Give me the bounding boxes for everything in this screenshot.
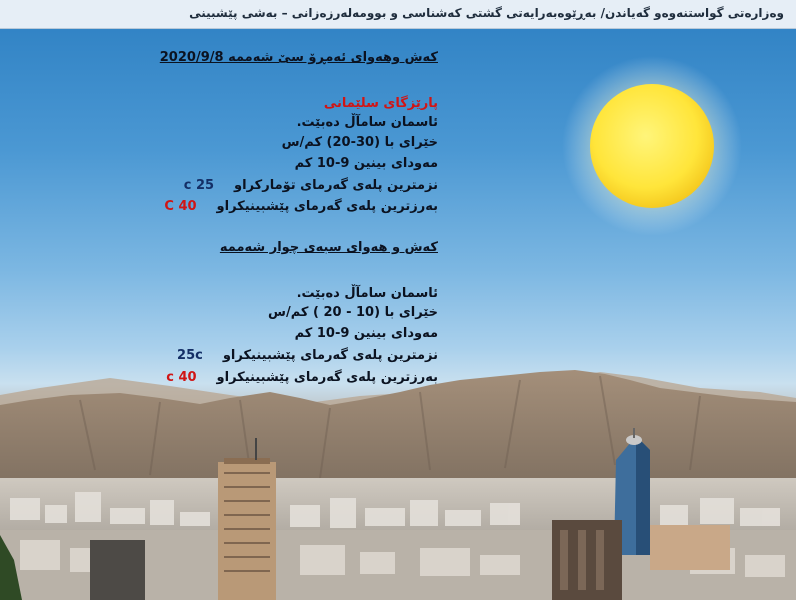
header-bar [0, 0, 796, 29]
tomorrow-max-temp-row [166, 370, 438, 385]
today-min-temp-row [184, 178, 438, 193]
tall-building [218, 438, 276, 600]
tomorrow-min-temp-row [177, 348, 438, 363]
today-max-label: بەرزترین پلەی گەرمای پێشبینیکراو [216, 199, 438, 214]
today-visibility: مەودای بینین 9-10 کم [294, 156, 438, 171]
tomorrow-visibility: مەودای بینین 9-10 کم [294, 326, 438, 341]
tomorrow-max-label: بەرزترین پلەی گەرمای پێشبینیکراو [216, 370, 438, 385]
tomorrow-min-label: نزمترین پلەی گەرمای پێشبینیکراو [222, 348, 438, 363]
today-wind: خێرای با (30-20) کم/س [281, 135, 438, 150]
sun-icon [590, 84, 714, 208]
today-max-temp-row [164, 199, 438, 214]
tomorrow-max-value: 40 c [166, 370, 197, 385]
tomorrow-min-value: 25c [177, 348, 203, 363]
ministry-header: وەزارەتی گواستنەوەو گەیاندن/ بەڕێوەبەرایەتی گشتی کەشناسی و بوومەلەرزەزانی – بەشی پێشبینی [189, 6, 784, 20]
region-name: پارێزگای سلێمانی [323, 96, 438, 111]
today-min-value: 25 c [183, 178, 215, 193]
today-max-value: 40 C [164, 199, 197, 214]
today-sky: ئاسمان سامآڵ دەبێت. [296, 115, 438, 130]
tomorrow-title: کەش و هەوای سبەی چوار شەممە [219, 240, 438, 255]
tomorrow-wind: خێرای با (10 - 20 ) کم/س [268, 305, 438, 320]
tomorrow-sky: ئاسمان سامآڵ دەبێت. [296, 286, 438, 301]
today-title: کەش وهەوای ئەمڕۆ سێ شەممە 2020/9/8 [159, 50, 438, 65]
today-min-label: نزمترین پلەی گەرمای تۆمارکراو [234, 178, 438, 193]
